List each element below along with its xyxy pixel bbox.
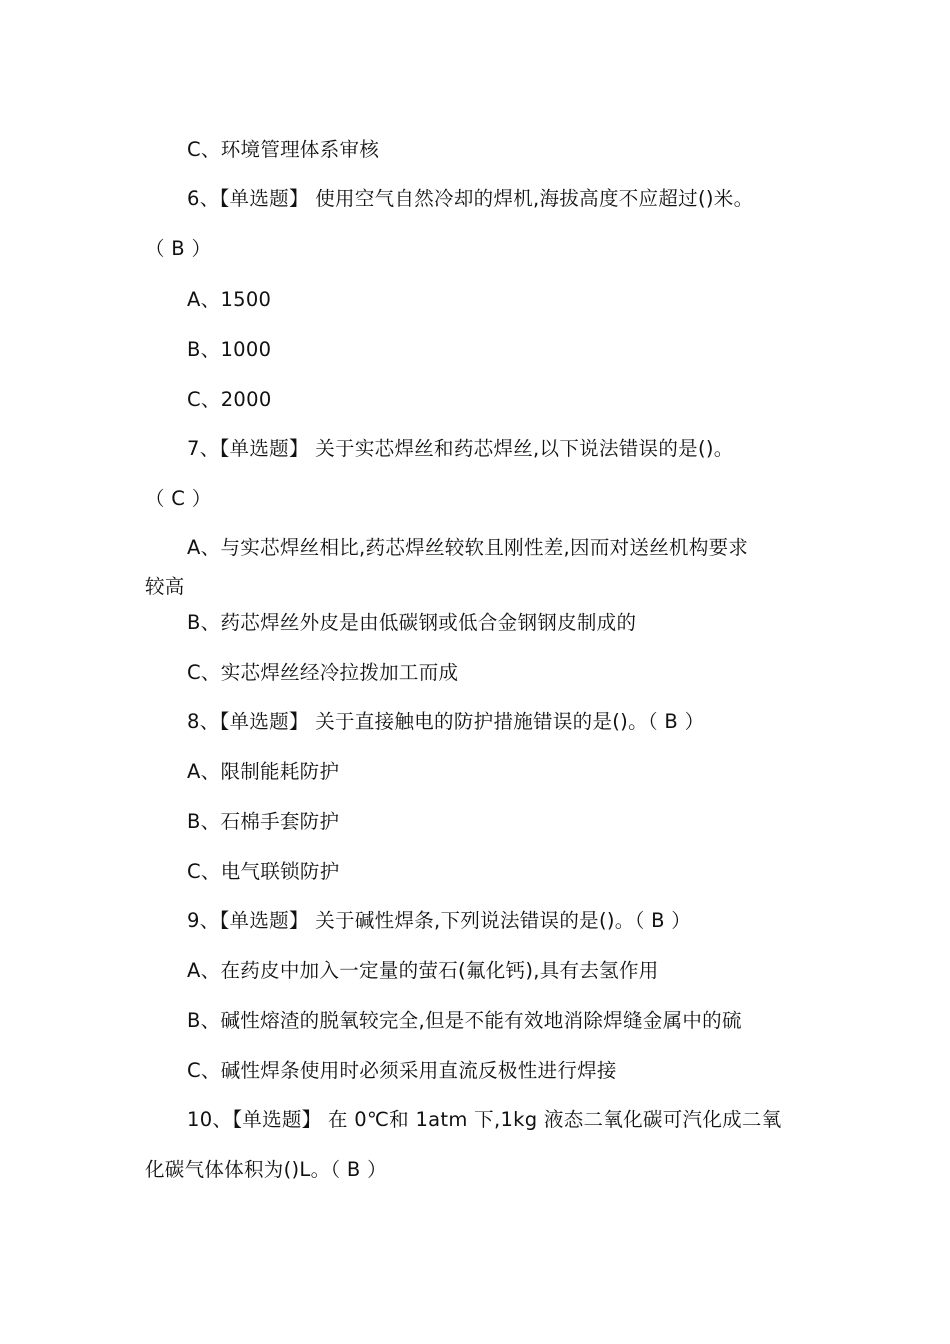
q6-answer: （ B ） [145, 237, 212, 260]
q7-option-a-continued: 较高 [145, 575, 185, 598]
q10-question: 10、【单选题】 在 0℃和 1atm 下,1kg 液态二氧化碳可汽化成二氧 [187, 1108, 782, 1131]
q7-question: 7、【单选题】 关于实芯焊丝和药芯焊丝,以下说法错误的是()。 [187, 437, 734, 460]
q6-option-b: B、1000 [187, 338, 272, 361]
q7-answer: （ C ） [145, 487, 212, 510]
q8-option-b: B、石棉手套防护 [187, 810, 340, 833]
q7-option-a: A、与实芯焊丝相比,药芯焊丝较软且刚性差,因而对送丝机构要求 [187, 536, 749, 559]
q8-option-c: C、电气联锁防护 [187, 860, 340, 883]
q8-option-a: A、限制能耗防护 [187, 760, 340, 783]
q6-question: 6、【单选题】 使用空气自然冷却的焊机,海拔高度不应超过()米。 [187, 187, 754, 210]
q9-option-c: C、碱性焊条使用时必须采用直流反极性进行焊接 [187, 1059, 617, 1082]
q6-option-c: C、2000 [187, 388, 272, 411]
q6-option-a: A、1500 [187, 288, 272, 311]
q9-option-b: B、碱性熔渣的脱氧较完全,但是不能有效地消除焊缝金属中的硫 [187, 1009, 742, 1032]
q5-option-c: C、环境管理体系审核 [187, 138, 380, 161]
q8-question: 8、【单选题】 关于直接触电的防护措施错误的是()。（ B ） [187, 710, 705, 733]
q9-option-a: A、在药皮中加入一定量的萤石(氟化钙),具有去氢作用 [187, 959, 659, 982]
q9-question: 9、【单选题】 关于碱性焊条,下列说法错误的是()。（ B ） [187, 909, 692, 932]
q10-question-continued: 化碳气体体积为()L。（ B ） [145, 1158, 387, 1181]
q7-option-b: B、药芯焊丝外皮是由低碳钢或低合金钢钢皮制成的 [187, 611, 637, 634]
q7-option-c: C、实芯焊丝经冷拉拨加工而成 [187, 661, 459, 684]
